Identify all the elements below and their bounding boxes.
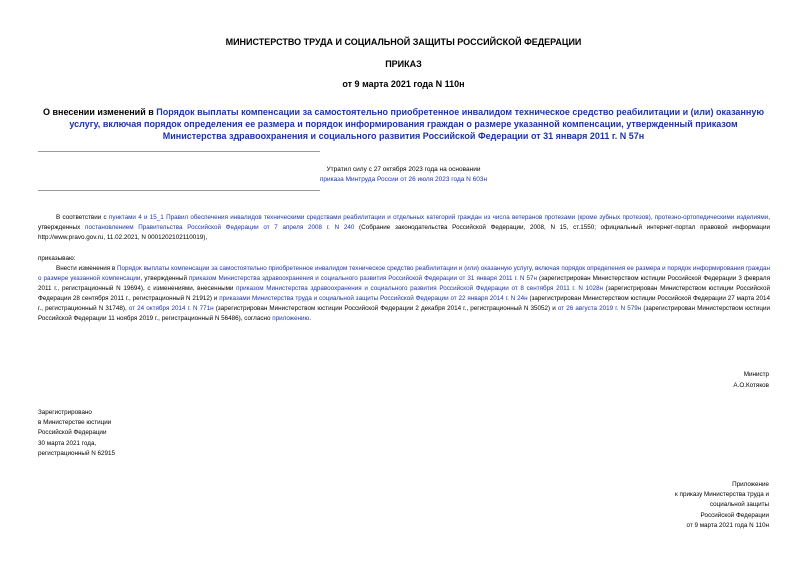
registration-line: Российской Федерации: [38, 429, 107, 437]
main-text-4: (зарегистрирован Министерством юстиции Российской Федерации 28 сентября 2011 г., регистрационный N 21912) и: [38, 285, 770, 302]
main-text-1: Внести изменения в: [56, 265, 118, 272]
minister-name: А.О.Котяков: [733, 382, 769, 389]
main-text-7: (зарегистрирован Министерством юстиции Российской Федерации 11 ноября 2019 г., регистрационный N 56486), согласно: [38, 305, 770, 322]
signature-block: [733, 369, 769, 391]
main-text-3: (зарегистрирован Министерством юстиции Российской Федерации 3 февраля 2011 г., регистрационный N 19694), с изменениями, внесенными: [38, 275, 770, 292]
basis-paragraph: [38, 213, 770, 243]
divider-top: [38, 151, 320, 152]
appendix-line: Приложение: [732, 481, 769, 488]
registration-block: [38, 408, 115, 459]
main-text-6: (зарегистрирован Министерством юстиции Российской Федерации 2 декабря 2014 г., регистрационный N 35052) и: [213, 305, 558, 312]
order-word: приказываю:: [38, 255, 76, 262]
main-paragraph: [38, 264, 770, 324]
registration-line: регистрационный N 62915: [38, 449, 116, 457]
main-link-order-57n[interactable]: приказом Министерства здравоохранения и социального развития Российской Федерации от 31 января 2011 г. N 57н: [189, 275, 537, 282]
main-link-procedure[interactable]: Порядок выплаты компенсации за самостоятельно приобретенное инвалидом техническое средство реабилитации и (или) оказанную услугу, включая порядок определения ее размера и порядок информирования граждан о размере указанной компенсации: [38, 265, 770, 282]
basis-link-resolution[interactable]: постановлением Правительства Российской Федерации от 7 апреля 2008 г. N 240: [85, 224, 355, 231]
document-title: [40, 106, 767, 142]
main-link-order-579n[interactable]: от 26 августа 2019 г. N 579н: [557, 305, 642, 312]
registration-line: 30 марта 2021 года,: [38, 439, 97, 447]
registration-line: в Министерстве юстиции: [38, 419, 112, 427]
appendix-line: от 9 марта 2021 года N 110н: [686, 521, 769, 529]
registration-line: Зарегистрировано: [38, 409, 92, 416]
minister-position: Министр: [743, 371, 769, 378]
document-type: ПРИКАЗ: [385, 59, 422, 69]
appendix-line: к приказу Министерства труда и: [675, 491, 769, 499]
main-text-8: .: [309, 315, 311, 322]
main-link-order-771n[interactable]: от 24 октября 2014 г. N 771н: [128, 305, 214, 312]
order-date: от 9 марта 2021 года N 110н: [342, 79, 465, 89]
basis-link-points[interactable]: пунктами 4 и 15_1: [108, 214, 164, 221]
lost-force-link[interactable]: приказа Минтруда России от 26 июля 2023 года N 603н: [319, 176, 488, 183]
basis-text-3: , утвержденных: [38, 214, 771, 231]
main-link-order-1028n[interactable]: приказом Министерства здравоохранения и социального развития Российской Федерации от 8 сентября 2011 г. N 1028н: [236, 285, 604, 292]
ministry-heading: МИНИСТЕРСТВО ТРУДА И СОЦИАЛЬНОЙ ЗАЩИТЫ РОССИЙСКОЙ ФЕДЕРАЦИИ: [225, 37, 582, 47]
main-link-order-24n[interactable]: приказами Министерства труда и социальной защиты Российской Федерации от 22 января 2014 г. N 24н: [219, 295, 528, 302]
lost-force-text: Утратил силу с 27 октября 2023 года на основании: [326, 166, 481, 173]
basis-text-1: В соответствии с: [56, 214, 109, 221]
lost-force-notice: [0, 165, 807, 185]
main-text-2: , утвержденный: [140, 275, 189, 282]
main-text-5: (зарегистрирован Министерством юстиции Российской Федерации 27 марта 2014 г., регистрационный N 31748),: [38, 295, 770, 312]
appendix-line: Российской Федерации: [700, 511, 769, 519]
title-procedure-link[interactable]: Порядок выплаты компенсации за самостоятельно приобретенное инвалидом техническое средство реабилитации и (или) оказанную услугу, включая порядок определения ее размера и порядок информирования граждан о размере указанной компенсации, утвержденный приказом Министерства здравоохранения и социального развития Российской Федерации от 31 января 2011 г. N 57н: [69, 107, 765, 141]
appendix-block: [675, 480, 769, 531]
divider-bottom: [38, 190, 320, 191]
basis-link-rules[interactable]: Правил обеспечения инвалидов техническими средствами реабилитации и отдельных категорий граждан из числа ветеранов протезами (кроме зубных протезов), протезно-ортопедическими изделиями: [166, 214, 769, 221]
title-prefix: О внесении изменений в: [42, 107, 157, 117]
main-link-appendix[interactable]: приложению: [272, 315, 310, 322]
basis-text-4: (Собрание законодательства Российской Федерации, 2008, N 15, ст.1550; официальный интернет-портал правовой информации http://www.pravo.gov.ru, 11.02.2021, N 0001202102110019),: [38, 224, 770, 241]
appendix-line: социальной защиты: [709, 501, 769, 509]
